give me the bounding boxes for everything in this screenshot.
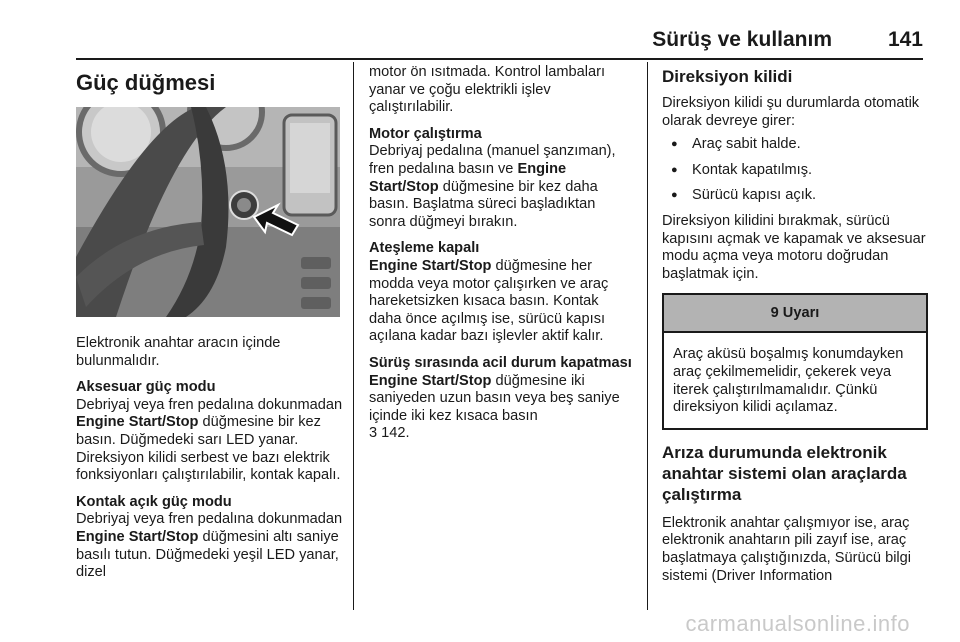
ignition-off-title: Ateşleme kapalı (369, 240, 480, 257)
engine-start-title: Motor çalıştırma (369, 125, 482, 142)
fault-start-title: Arıza durumunda elektronik anahtar sistemi olan araçlarda çalıştırma (662, 442, 907, 504)
engine-start-text: Debriyaj pedalına (manuel şanzıman), fren pedalına basın ve Engine Start/Stop düğmesine bir kez daha basın. Başlatma süreci başladıktan sonra düğmeyi bırakın. (369, 143, 616, 230)
page-reference-link[interactable]: 3 142. (369, 425, 410, 442)
column-1 (76, 62, 344, 582)
steering-lock-release-text: Direksiyon kilidini bırakmak, sürücü kapısını açmak ve kapamak ve aksesuar modu açma veya motoru doğrudan başlatmak için. (662, 212, 926, 282)
fault-start-text: Elektronik anahtar çalışmıyor ise, araç elektronik anahtarın pili zayıf ise, araç başlatmaya çalıştığınızda, Sürücü bilgi sistemi (Driver Information (662, 514, 912, 584)
header-rule (76, 58, 923, 60)
warning-triangle-icon: 9 (770, 304, 779, 321)
steering-lock-conditions (662, 136, 928, 205)
accessory-mode-title: Aksesuar güç modu (76, 379, 216, 396)
list-item: ● Sürücü kapısı açık. (662, 187, 928, 205)
intro-text: Elektronik anahtar aracın içinde bulunmalıdır. (76, 335, 281, 369)
warning-box (662, 293, 928, 429)
continued-text: motor ön ısıtmada. Kontrol lambaları yanar ve çoğu elektrikli işlev çalıştırılabilir. (369, 64, 606, 116)
ignition-on-title: Kontak açık güç modu (76, 493, 232, 510)
section-title-power-button: Güç düğmesi (76, 70, 216, 95)
ignition-off-text: Engine Start/Stop düğmesine her modda veya motor çalışırken ve araç hareketsizken kısaca basın. Kontak daha önce açılmış ise, sürücü kapısı açılana kadar bazı işlevler aktif kalır. (369, 257, 609, 345)
page-number: 141 (887, 28, 923, 51)
column-divider-1 (353, 62, 354, 610)
warning-text: Araç aküsü boşalmış konumdayken araç çekilmemelidir, çekerek veya iterek çalıştırılmamalıdır. Çünkü direksiyon kilidi açılamaz. (673, 346, 904, 416)
start-button-photo (76, 107, 340, 317)
steering-lock-intro: Direksiyon kilidi şu durumlarda otomatik olarak devreye girer: (662, 95, 920, 129)
emergency-shutdown-text: Engine Start/Stop düğmesine iki saniyeden uzun basın veya beş saniye içinde iki kez kısaca basın (369, 372, 620, 424)
warning-label: Uyarı (782, 304, 820, 321)
emergency-shutdown-title: Sürüş sırasında acil durum kapatması (369, 354, 632, 371)
warning-header (664, 295, 926, 333)
column-divider-2 (647, 62, 648, 610)
watermark: carmanualsonline.info (685, 611, 910, 636)
column-3 (662, 66, 928, 585)
running-head-title: Sürüş ve kullanım (652, 28, 832, 51)
accessory-mode-text: Debriyaj veya fren pedalına dokunmadan Engine Start/Stop düğmesine bir kez basın. Düğmedeki sarı LED yanar. Direksiyon kilidi serbest ve bazı elektrik fonksiyonları çalıştırılabilir, kontak kapalı. (76, 396, 343, 484)
list-item: ● Kontak kapatılmış. (662, 162, 928, 180)
column-2 (369, 64, 635, 443)
ignition-on-text: Debriyaj veya fren pedalına dokunmadan Engine Start/Stop düğmesini altı saniye basılı tutun. Düğmedeki yeşil LED yanar, dizel (76, 511, 343, 581)
steering-lock-title: Direksiyon kilidi (662, 67, 793, 86)
list-item: ● Araç sabit halde. (662, 136, 928, 154)
